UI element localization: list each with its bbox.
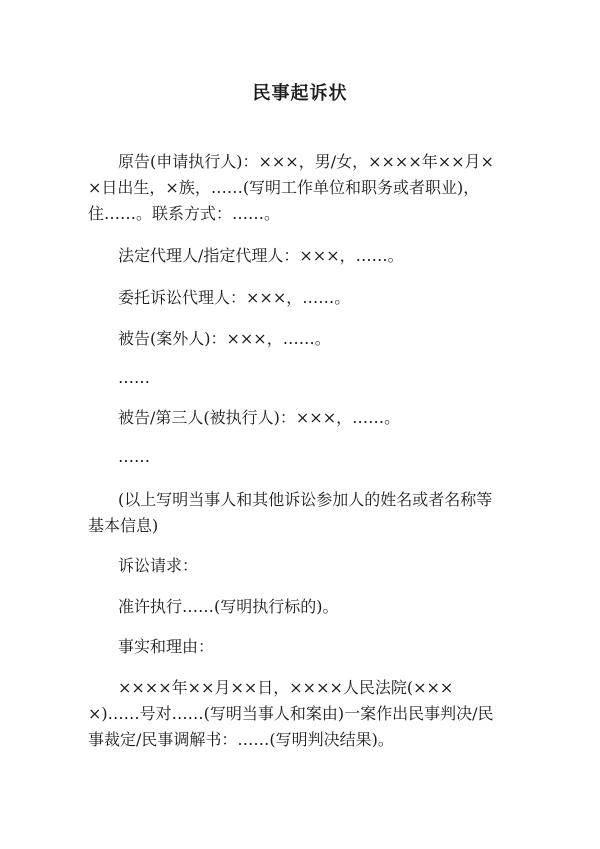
claims-text: 准许执行……(写明执行标的)。 — [118, 597, 339, 616]
document-title: 民事起诉状 — [252, 83, 348, 104]
plaintiff-line-1: 原告(申请执行人)：×××，男/女，××××年××月× — [118, 152, 494, 171]
facts-heading: 事实和理由： — [118, 637, 215, 656]
facts-line-2: ×)……号对……(写明当事人和案由)一案作出民事判决/民 — [88, 704, 494, 723]
ellipsis-line: …… — [118, 368, 150, 387]
facts-line-1: ××××年××月××日，××××人民法院(××× — [118, 678, 454, 697]
ellipsis-line: …… — [118, 447, 150, 466]
note-paragraph — [88, 487, 518, 539]
defendant-line: 被告(案外人)：×××，……。 — [118, 329, 331, 348]
agent-line: 委托诉讼代理人：×××，……。 — [118, 288, 351, 307]
note-line-2: 基本信息) — [88, 516, 159, 535]
plaintiff-line-3: 住……。联系方式：……。 — [88, 204, 281, 223]
facts-paragraph — [88, 675, 518, 753]
note-line-1: (以上写明当事人和其他诉讼参加人的姓名或者名称等 — [118, 490, 493, 509]
defendant-third-party-line: 被告/第三人(被执行人)：×××，……。 — [118, 408, 401, 427]
facts-line-3: 事裁定/民事调解书：……(写明判决结果)。 — [88, 730, 394, 749]
legal-representative-line: 法定代理人/指定代理人：×××，……。 — [118, 246, 404, 265]
plaintiff-line-2: ×日出生，×族，……(写明工作单位和职务或者职业)， — [88, 178, 480, 197]
plaintiff-paragraph — [88, 149, 518, 227]
claims-heading: 诉讼请求： — [118, 556, 199, 575]
